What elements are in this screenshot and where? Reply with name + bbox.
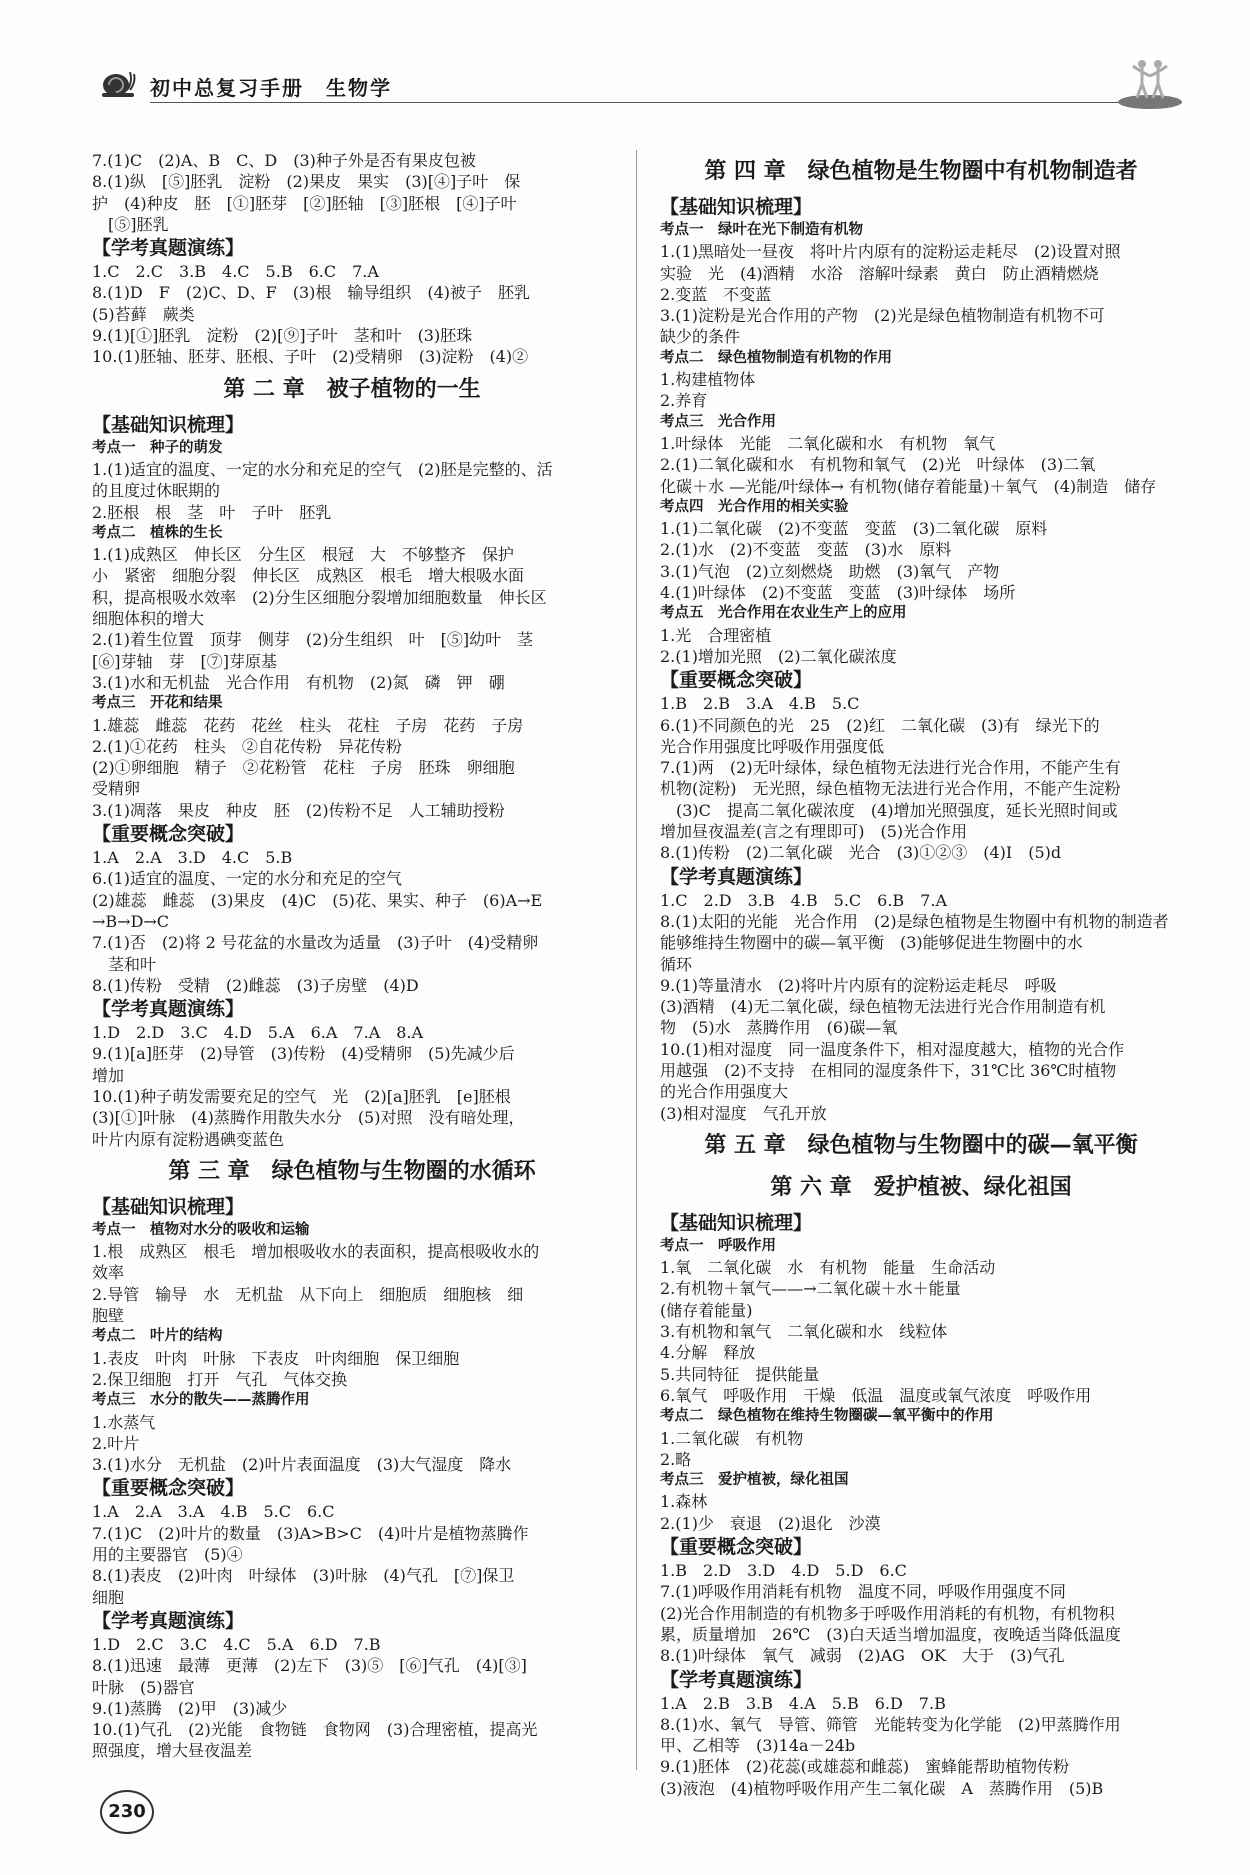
answer-line: 7.(1)呼吸作用消耗有机物 温度不同，呼吸作用强度不同 [660,1582,1066,1602]
section-heading: 【学考真题演练】 [92,1609,245,1632]
answer-line: 3.(1)水和无机盐 光合作用 有机物 (2)氮 磷 钾 硼 [92,672,505,692]
answer-line: [⑤]胚乳 [92,214,169,234]
answer-line: 增加昼夜温差(言之有理即可) (5)光合作用 [660,822,968,842]
answer-line: 1.雄蕊 雌蕊 花药 花丝 柱头 花柱 子房 花药 子房 [92,715,524,735]
answer-line: 3.(1)淀粉是光合作用的产物 (2)光是绿色植物制造有机物不可 [660,306,1105,326]
answer-line: 4.(1)叶绿体 (2)不变蓝 变蓝 (3)叶绿体 场所 [660,583,1016,603]
section-heading: 【学考真题演练】 [92,998,245,1021]
answer-line: 10.(1)气孔 (2)光能 食物链 食物网 (3)合理密植，提高光 [92,1720,538,1740]
right-column [660,150,1182,1799]
answer-line: 8.(1)水、氧气 导管、筛管 光能转变为化学能 (2)甲蒸腾作用 [660,1714,1121,1734]
answer-line: 1.森林 [660,1492,708,1512]
answer-line: 缺少的条件 [660,327,741,347]
answer-line: 8.(1)D F (2)C、D、F (3)根 输导组织 (4)被子 胚乳 [92,283,531,303]
answer-line: (3)C 提高二氧化碳浓度 (4)增加光照强度，延长光照时间或 [660,800,1118,820]
answer-line: 2.(1)①花药 柱头 ②自花传粉 异花传粉 [92,736,402,756]
answer-line: 2.养育 [660,391,708,411]
topic-heading: 考点二 绿色植物在维持生物圈碳—氧平衡中的作用 [660,1408,994,1425]
answer-line: 1.二氧化碳 有机物 [660,1428,804,1448]
answer-line: 8.(1)表皮 (2)叶肉 叶绿体 (3)叶脉 (4)气孔 [⑦]保卫 [92,1566,515,1586]
section-heading: 【重要概念突破】 [660,669,813,692]
answer-line: (储存着能量) [660,1300,753,1320]
chapter-heading: 第 五 章 绿色植物与生物圈中的碳—氧平衡 [704,1132,1138,1158]
answer-line: 积，提高根吸水效率 (2)分生区细胞分裂增加细胞数量 伸长区 [92,587,547,607]
answer-line: 叶片内原有淀粉遇碘变蓝色 [92,1129,285,1149]
answer-line: 细胞体积的增大 [92,609,205,629]
answer-line: 照强度，增大昼夜温差 [92,1741,253,1761]
answer-line: 2.叶片 [92,1433,140,1453]
answer-line: 9.(1)胚体 (2)花蕊(或雄蕊和雌蕊) 蜜蜂能帮助植物传粉 [660,1757,1070,1777]
answer-line: 10.(1)相对湿度 同一温度条件下，相对湿度越大，植物的光合作 [660,1039,1125,1059]
topic-heading: 考点三 开花和结果 [92,695,223,712]
snail-logo-icon [100,68,136,98]
answer-line: (5)苔藓 蕨类 [92,304,195,324]
answer-line: 2.胚根 根 茎 叶 子叶 胚乳 [92,502,332,522]
answer-line: 7.(1)否 (2)将 2 号花盆的水量改为适量 (3)子叶 (4)受精卵 [92,933,539,953]
answer-line: 小 紧密 细胞分裂 伸长区 成熟区 根毛 增大根吸水面 [92,566,525,586]
answer-line: 1.叶绿体 光能 二氧化碳和水 有机物 氧气 [660,433,996,453]
answer-line: 1.B 2.D 3.D 4.D 5.D 6.C [660,1561,907,1581]
section-heading: 【基础知识梳理】 [92,413,245,436]
answer-line: 8.(1)迅速 最薄 更薄 (2)左下 (3)⑤ [⑥]气孔 (4)[③] [92,1656,527,1676]
answer-line: (3)酒精 (4)无二氧化碳，绿色植物无法进行光合作用制造有机 [660,997,1106,1017]
answer-line: 2.略 [660,1449,692,1469]
answer-line: (2)①卵细胞 精子 ②花粉管 花柱 子房 胚珠 卵细胞 [92,758,515,778]
topic-heading: 考点二 叶片的结构 [92,1328,223,1345]
answer-line: 8.(1)叶绿体 氧气 减弱 (2)AG OK 大于 (3)气孔 [660,1646,1065,1666]
chapter-heading: 第 三 章 绿色植物与生物圈的水循环 [168,1158,536,1184]
answer-line: 4.分解 释放 [660,1343,756,1363]
answer-line: 2.(1)二氧化碳和水 有机物和氧气 (2)光 叶绿体 (3)二氧 [660,455,1096,475]
column-divider [636,150,637,1770]
answer-line: 3.有机物和氧气 二氧化碳和水 线粒体 [660,1322,948,1342]
answer-line: 2.(1)少 衰退 (2)退化 沙漠 [660,1513,881,1533]
section-heading: 【重要概念突破】 [92,1477,245,1500]
section-heading: 【基础知识梳理】 [660,1211,813,1234]
answer-line: 6.(1)不同颜色的光 25 (2)红 二氧化碳 (3)有 绿光下的 [660,715,1100,735]
answer-line: 化碳＋水 —光能/叶绿体→ 有机物(储存着能量)＋氧气 (4)制造 储存 [660,476,1157,496]
topic-heading: 考点三 爱护植被，绿化祖国 [660,1472,849,1489]
page-header [90,58,1190,106]
answer-line: 累，质量增加 26℃ (3)白天适当增加温度，夜晚适当降低温度 [660,1624,1121,1644]
left-column [92,150,612,1762]
answer-line: 效率 [92,1263,125,1283]
answer-line: (2)光合作用制造的有机物多于呼吸作用消耗的有机物，有机物积 [660,1603,1115,1623]
section-heading: 【重要概念突破】 [92,823,245,846]
answer-line: 7.(1)C (2)叶片的数量 (3)A>B>C (4)叶片是植物蒸腾作 [92,1523,529,1543]
header-divider [150,102,1150,103]
answer-line: 8.(1)传粉 受精 (2)雌蕊 (3)子房壁 (4)D [92,975,419,995]
topic-heading: 考点一 种子的萌发 [92,439,223,456]
figures-logo-icon [1115,58,1185,110]
answer-line: 9.(1)[a]胚芽 (2)导管 (3)传粉 (4)受精卵 (5)先减少后 [92,1044,515,1064]
answer-line: 的光合作用强度大 [660,1082,789,1102]
topic-heading: 考点五 光合作用在农业生产上的应用 [660,605,907,622]
answer-line: 6.(1)适宜的温度、一定的水分和充足的空气 [92,869,402,889]
answer-line: 1.C 2.C 3.B 4.C 5.B 6.C 7.A [92,262,379,282]
answer-line: 3.(1)气泡 (2)立刻燃烧 助燃 (3)氧气 产物 [660,561,1000,581]
answer-line: 8.(1)纵 [⑤]胚乳 淀粉 (2)果皮 果实 (3)[④]子叶 保 [92,172,521,192]
section-heading: 【学考真题演练】 [92,237,245,260]
answer-line: 2.(1)水 (2)不变蓝 变蓝 (3)水 原料 [660,540,952,560]
answer-line: 受精卵 [92,779,141,799]
answer-line: 茎和叶 [92,954,157,974]
answer-line: 10.(1)胚轴、胚芽、胚根、子叶 (2)受精卵 (3)淀粉 (4)② [92,347,529,367]
answer-line: 用越强 (2)不支持 在相同的湿度条件下，31℃比 36℃时植物 [660,1060,1117,1080]
answer-line: 7.(1)C (2)A、B C、D (3)种子外是否有果皮包被 [92,151,476,170]
answer-line: 的且度过休眠期的 [92,481,221,501]
answer-line: [⑥]芽轴 芽 [⑦]芽原基 [92,651,277,671]
chapter-heading: 第 四 章 绿色植物是生物圈中有机物制造者 [704,159,1138,184]
answer-line: 2.导管 输导 水 无机盐 从下向上 细胞质 细胞核 细 [92,1284,524,1304]
section-heading: 【学考真题演练】 [660,1668,813,1691]
answer-line: →B→D→C [92,911,170,931]
topic-heading: 考点四 光合作用的相关实验 [660,498,849,515]
answer-line: 1.表皮 叶肉 叶脉 下表皮 叶肉细胞 保卫细胞 [92,1348,460,1368]
answer-line: 1.A 2.B 3.B 4.A 5.B 6.D 7.B [660,1693,946,1713]
answer-line: 9.(1)[①]胚乳 淀粉 (2)[⑨]子叶 茎和叶 (3)胚珠 [92,326,473,346]
answer-line: 5.共同特征 提供能量 [660,1364,820,1384]
answer-line: 8.(1)太阳的光能 光合作用 (2)是绿色植物是生物圈中有机物的制造者 [660,911,1169,931]
answer-line: 1.B 2.B 3.A 4.B 5.C [660,694,860,714]
answer-line: 光合作用强度比呼吸作用强度低 [660,736,885,756]
answer-line: 1.(1)黑暗处一昼夜 将叶片内原有的淀粉运走耗尽 (2)设置对照 [660,242,1121,262]
answer-line: 1.A 2.A 3.A 4.B 5.C 6.C [92,1502,335,1522]
answer-line: 循环 [660,954,693,974]
page-number: 230 [100,1790,154,1834]
answer-line: 1.C 2.D 3.B 4.B 5.C 6.B 7.A [660,890,948,910]
answer-line: 1.(1)成熟区 伸长区 分生区 根冠 大 不够整齐 保护 [92,545,514,565]
answer-line: 2.保卫细胞 打开 气孔 气体交换 [92,1369,348,1389]
answer-line: 能够维持生物圈中的碳—氧平衡 (3)能够促进生物圈中的水 [660,933,1083,953]
answer-line: 机物(淀粉) 无光照，绿色植物无法进行光合作用，不能产生淀粉 [660,779,1121,799]
answer-line: (3)液泡 (4)植物呼吸作用产生二氧化碳 A 蒸腾作用 (5)B [660,1778,1104,1798]
answer-line: 用的主要器官 (5)④ [92,1545,243,1565]
chapter-heading: 第 二 章 被子植物的一生 [223,376,481,402]
answer-line: 2.有机物＋氧气——→二氧化碳＋水＋能量 [660,1279,961,1299]
answer-line: 2.(1)着生位置 顶芽 侧芽 (2)分生组织 叶 [⑤]幼叶 茎 [92,630,534,650]
answer-line: 8.(1)传粉 (2)二氧化碳 光合 (3)①②③ (4)Ⅰ (5)d [660,843,1062,863]
answer-line: 2.(1)增加光照 (2)二氧化碳浓度 [660,646,897,666]
answer-line: 实验 光 (4)酒精 水浴 溶解叶绿素 黄白 防止酒精燃烧 [660,263,1099,283]
topic-heading: 考点二 植株的生长 [92,524,223,541]
topic-heading: 考点一 呼吸作用 [660,1237,776,1254]
answer-line: (3)相对湿度 气孔开放 [660,1103,827,1123]
answer-line: 1.构建植物体 [660,370,756,390]
answer-line: 胞壁 [92,1306,125,1326]
answer-line: 1.A 2.A 3.D 4.C 5.B [92,848,293,868]
section-heading: 【学考真题演练】 [660,865,813,888]
book-title: 初中总复习手册 生物学 [150,76,392,100]
answer-line: 1.D 2.D 3.C 4.D 5.A 6.A 7.A 8.A [92,1023,424,1043]
answer-line: 1.D 2.C 3.C 4.C 5.A 6.D 7.B [92,1634,381,1654]
topic-heading: 考点一 植物对水分的吸收和运输 [92,1221,310,1238]
answer-line: 6.氧气 呼吸作用 干燥 低温 温度或氧气浓度 呼吸作用 [660,1385,1092,1405]
section-heading: 【基础知识梳理】 [92,1195,245,1218]
answer-line: 10.(1)种子萌发需要充足的空气 光 (2)[a]胚乳 [e]胚根 [92,1086,511,1106]
answer-line: 叶脉 (5)器官 [92,1677,195,1697]
topic-heading: 考点一 绿叶在光下制造有机物 [660,222,863,238]
answer-line: 增加 [92,1065,125,1085]
topic-heading: 考点三 光合作用 [660,413,776,430]
answer-line: 1.光 合理密植 [660,625,772,645]
topic-heading: 考点三 水分的散失——蒸腾作用 [92,1392,310,1409]
answer-line: 9.(1)等量清水 (2)将叶片内原有的淀粉运走耗尽 呼吸 [660,975,1057,995]
answer-line: 7.(1)两 (2)无叶绿体，绿色植物无法进行光合作用，不能产生有 [660,758,1121,778]
answer-line: 1.(1)二氧化碳 (2)不变蓝 变蓝 (3)二氧化碳 原料 [660,519,1048,539]
answer-line: 物 (5)水 蒸腾作用 (6)碳—氧 [660,1018,898,1038]
answer-line: 1.水蒸气 [92,1412,156,1432]
answer-line: 细胞 [92,1587,125,1607]
answer-line: 3.(1)水分 无机盐 (2)叶片表面温度 (3)大气湿度 降水 [92,1455,512,1475]
answer-line: 护 (4)种皮 胚 [①]胚芽 [②]胚轴 [③]胚根 [④]子叶 [92,193,517,213]
answer-line: 3.(1)凋落 果皮 种皮 胚 (2)传粉不足 人工辅助授粉 [92,800,505,820]
answer-line: 2.变蓝 不变蓝 [660,284,772,304]
answer-line: 甲、乙相等 (3)14a－24b [660,1736,856,1756]
answer-line: 1.根 成熟区 根毛 增加根吸收水的表面积，提高根吸收水的 [92,1242,540,1262]
answer-line: 9.(1)蒸腾 (2)甲 (3)减少 [92,1698,288,1718]
topic-heading: 考点二 绿色植物制造有机物的作用 [660,349,892,366]
section-heading: 【重要概念突破】 [660,1536,813,1559]
chapter-heading: 第 六 章 爱护植被、绿化祖国 [770,1174,1072,1200]
answer-line: (2)雄蕊 雌蕊 (3)果皮 (4)C (5)花、果实、种子 (6)A→E [92,890,543,910]
section-heading: 【基础知识梳理】 [660,196,813,218]
answer-line: (3)[①]叶脉 (4)蒸腾作用散失水分 (5)对照 没有暗处理， [92,1108,525,1128]
answer-line: 1.(1)适宜的温度、一定的水分和充足的空气 (2)胚是完整的、活 [92,459,553,479]
answer-line: 1.氧 二氧化碳 水 有机物 能量 生命活动 [660,1258,996,1278]
